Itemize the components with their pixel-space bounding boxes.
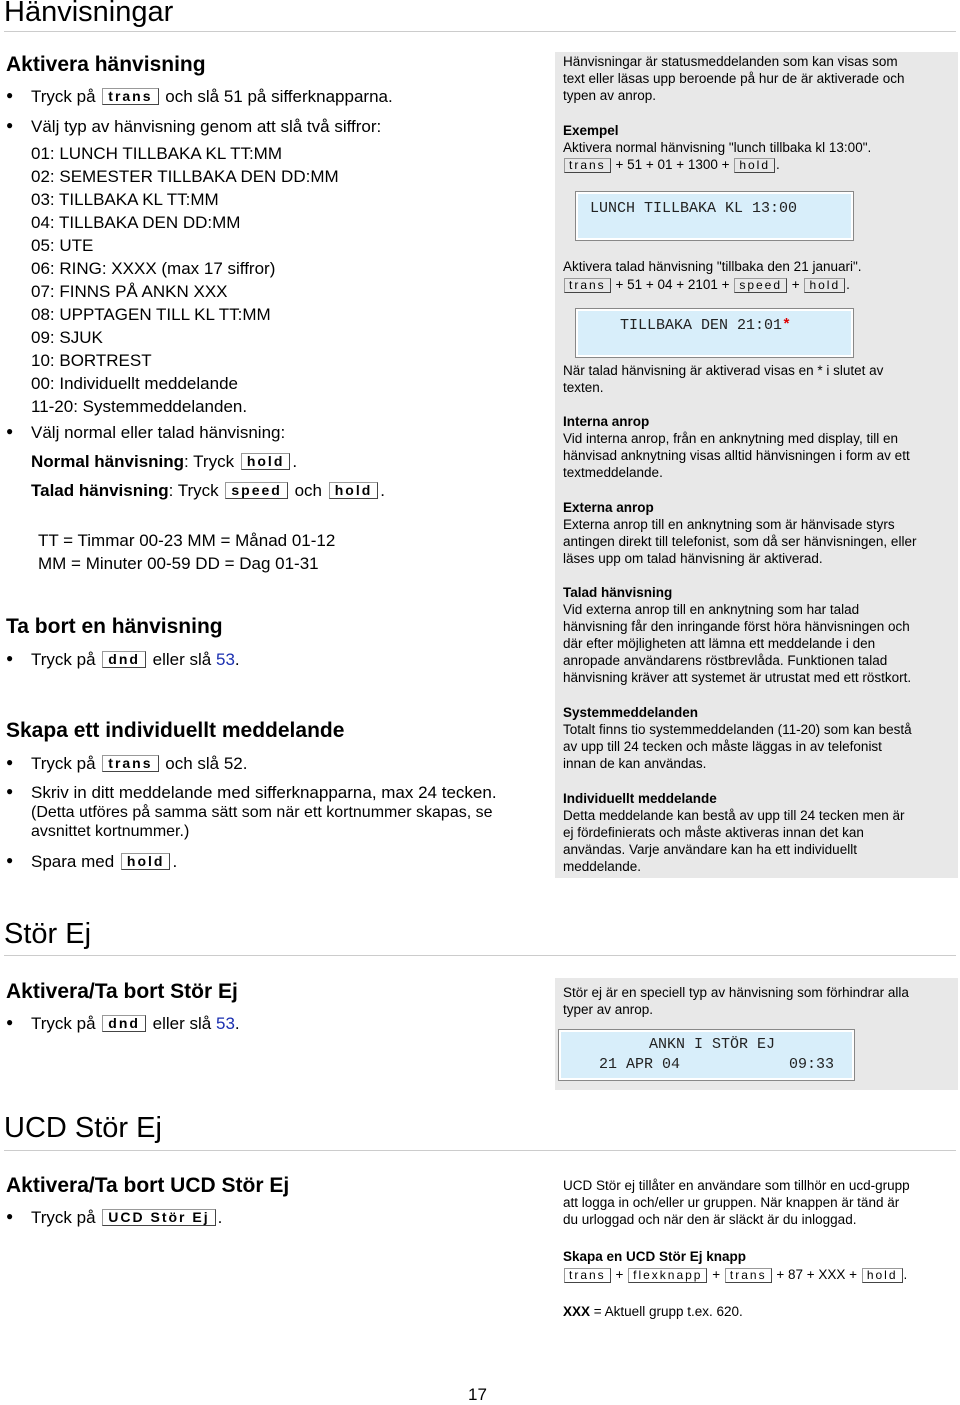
spoken-title: Talad hänvisning	[563, 585, 673, 600]
bullet-icon: ●	[6, 784, 14, 798]
info-panel-dnd	[555, 978, 958, 1090]
dnd-side-text: Stör ej är en speciell typ av hänvisning som förhindrar alla typer av anrop.	[563, 985, 909, 1017]
example-1-keys: trans + 51 + 01 + 1300 + hold .	[563, 156, 780, 173]
ucd-create-title: Skapa en UCD Stör Ej knapp	[563, 1249, 747, 1264]
ucd-stor-ej-key: UCD Stör Ej	[102, 1209, 215, 1226]
spoken-text: Vid externa anrop till en anknytning som har talad hänvisning får den inringande först höra hänvisningen och där efter möjligheten att lämna ett meddelande i den anropade användarens röstbrevlåda. Funktionen talad hänvisning kräver att systemet är utrustat med ett röstkort.	[563, 602, 912, 685]
dnd-key: dnd	[102, 651, 146, 668]
code-item: 11-20: Systemmeddelanden.	[31, 397, 248, 416]
code-item: 05: UTE	[31, 236, 94, 255]
bullet-icon: ●	[6, 1209, 14, 1223]
bullet-icon: ●	[6, 651, 14, 665]
ucd-heading: Aktivera/Ta bort UCD Stör Ej	[6, 1174, 290, 1197]
title-rule	[4, 1150, 956, 1151]
flexknapp-key: flexknapp	[628, 1268, 707, 1283]
ucd-step: Tryck på UCD Stör Ej .	[31, 1208, 223, 1227]
code-item: 08: UPPTAGEN TILL KL TT:MM	[31, 305, 271, 324]
lcd-display-2: TILLBAKA DEN 21:01*	[576, 309, 853, 357]
trans-key: trans	[564, 1268, 611, 1283]
code-item: 04: TILLBAKA DEN DD:MM	[31, 213, 241, 232]
trans-key: trans	[725, 1268, 772, 1283]
individual-step-1: Tryck på trans och slå 52.	[31, 754, 248, 773]
trans-key: trans	[564, 278, 611, 293]
page-title: Hänvisningar	[4, 0, 174, 28]
info-panel-hanvisning	[555, 52, 958, 878]
remove-step: Tryck på dnd eller slå 53.	[31, 650, 240, 669]
ucd-xxx-note: XXX = Aktuell grupp t.ex. 620.	[563, 1304, 743, 1319]
code-list	[31, 142, 339, 418]
external-title: Externa anrop	[563, 500, 654, 515]
bullet-icon: ●	[6, 118, 14, 132]
code-item: 09: SJUK	[31, 328, 103, 347]
example-2: Aktivera talad hänvisning "tillbaka den 21 januari".	[563, 259, 862, 274]
star-note: När talad hänvisning är aktiverad visas en * i slutet av texten.	[563, 363, 884, 395]
external-text: Externa anrop till en anknytning som är hänvisade styrs antingen direkt till telefonist, som då ser hänvisningen, eller läses upp om talad hänvisning är aktiverad.	[563, 517, 917, 566]
talad-instruction: Talad hänvisning: Tryck speed och hold .	[31, 481, 386, 500]
example-2-keys: trans + 51 + 04 + 2101 + speed + hold .	[563, 276, 850, 293]
individual-step-3: Spara med hold .	[31, 852, 178, 871]
hold-key: hold	[862, 1268, 903, 1283]
ucd-side-text: UCD Stör ej tillåter en användare som tillhör en ucd-grupp att logga in och/eller ur gruppen. När knappen är tänd är du urloggad och när den är släckt är du inloggad.	[563, 1178, 910, 1227]
speed-key: speed	[734, 278, 787, 293]
title-rule	[4, 31, 956, 32]
system-text: Totalt finns tio systemmeddelanden (11-20) som kan bestå av upp till 24 tecken och måste läggas in av telefonist innan de kan användas.	[563, 722, 912, 771]
trans-key: trans	[102, 755, 158, 772]
dnd-key: dnd	[102, 1015, 146, 1032]
code-item: 01: LUNCH TILLBAKA KL TT:MM	[31, 144, 282, 163]
code-item: 07: FINNS PÅ ANKN XXX	[31, 282, 228, 301]
hold-key: hold	[121, 853, 171, 870]
bullet-icon: ●	[6, 755, 14, 769]
title-rule	[4, 955, 956, 956]
ucd-title: UCD Stör Ej	[4, 1112, 162, 1144]
activate-step-2: Välj typ av hänvisning genom att slå två siffror:	[31, 117, 382, 136]
lcd-display-dnd: ANKN I STÖR EJ 21 APR 04 09:33	[559, 1030, 854, 1080]
activate-step-3: Välj normal eller talad hänvisning:	[31, 423, 286, 442]
speed-key: speed	[225, 482, 287, 499]
bullet-icon: ●	[6, 1015, 14, 1029]
code-item: 00: Individuellt meddelande	[31, 374, 238, 393]
remove-heading: Ta bort en hänvisning	[6, 615, 223, 638]
dnd-heading: Aktivera/Ta bort Stör Ej	[6, 980, 238, 1003]
code-item: 03: TILLBAKA KL TT:MM	[31, 190, 219, 209]
dnd-step: Tryck på dnd eller slå 53.	[31, 1014, 240, 1033]
individual-heading: Skapa ett individuellt meddelande	[6, 719, 345, 742]
bullet-icon: ●	[6, 853, 14, 867]
hold-key: hold	[804, 278, 845, 293]
activate-heading: Aktivera hänvisning	[6, 53, 206, 76]
indiv-title: Individuellt meddelande	[563, 791, 717, 806]
system-title: Systemmeddelanden	[563, 705, 699, 720]
time-legend: TT = Timmar 00-23 MM = Månad 01-12 MM = Minuter 00-59 DD = Dag 01-31	[38, 531, 336, 573]
trans-key: trans	[102, 88, 158, 105]
page-number: 17	[468, 1385, 487, 1404]
bullet-icon: ●	[6, 88, 14, 102]
hold-key: hold	[734, 158, 775, 173]
code-item: 02: SEMESTER TILLBAKA DEN DD:MM	[31, 167, 339, 186]
intro-text: Hänvisningar är statusmeddelanden som kan visas som text eller läsas upp beroende på hur de är aktiverade och typen av anrop.	[563, 54, 905, 103]
bullet-icon: ●	[6, 424, 14, 438]
individual-step-2: Skriv in ditt meddelande med sifferknapparna, max 24 tecken.	[31, 783, 497, 802]
lcd-display-1: LUNCH TILLBAKA KL 13:00	[576, 192, 853, 240]
ucd-create-keys: trans + flexknapp + trans + 87 + XXX + hold .	[563, 1266, 907, 1283]
individual-note: (Detta utföres på samma sätt som när ett kortnummer skapas, se avsnittet kortnummer.)	[31, 804, 493, 840]
code-item: 10: BORTREST	[31, 351, 152, 370]
example-1: Aktivera normal hänvisning "lunch tillbaka kl 13:00".	[563, 140, 872, 155]
hold-key: hold	[241, 453, 291, 470]
trans-key: trans	[564, 158, 611, 173]
internal-text: Vid interna anrop, från en anknytning med display, till en hänvisad anknytning visas alltid hänvisningen i form av ett textmeddelande.	[563, 431, 910, 480]
activate-step-1: Tryck på trans och slå 51 på sifferknapparna.	[31, 87, 393, 106]
normal-instruction: Normal hänvisning: Tryck hold .	[31, 452, 298, 471]
example-title: Exempel	[563, 123, 619, 138]
code-item: 06: RING: XXXX (max 17 siffror)	[31, 259, 276, 278]
dnd-title: Stör Ej	[4, 918, 92, 950]
indiv-text: Detta meddelande kan bestå av upp till 24 tecken men är ej fördefinierats och måste aktiveras innan det kan användas. Varje användare kan ha ett individuellt meddelande.	[563, 808, 905, 874]
hold-key: hold	[329, 482, 379, 499]
internal-title: Interna anrop	[563, 414, 650, 429]
